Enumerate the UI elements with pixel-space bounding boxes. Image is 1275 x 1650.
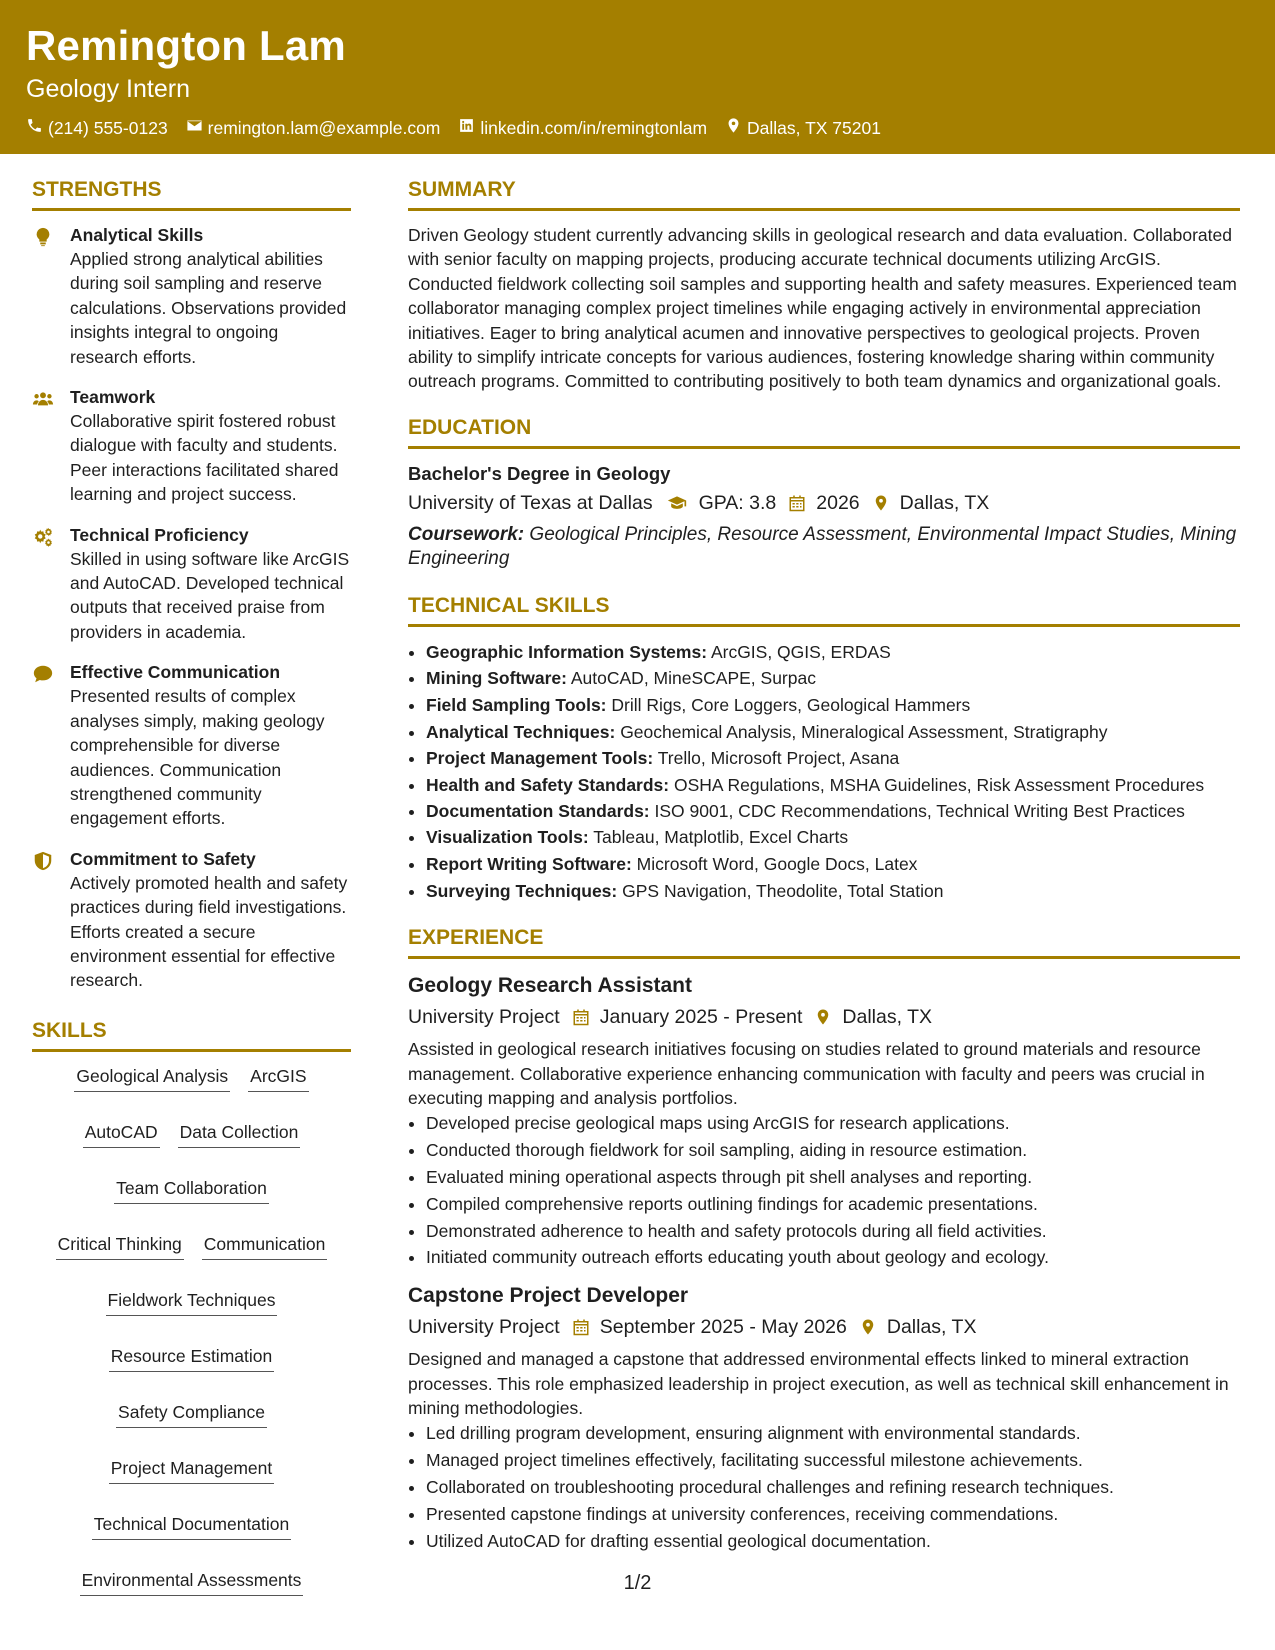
strength-item xyxy=(32,523,351,645)
job-entry xyxy=(408,1281,1240,1554)
job-org: University Project xyxy=(408,1316,560,1339)
contact-phone xyxy=(26,116,168,140)
school-name: University of Texas at Dallas xyxy=(408,491,653,514)
strength-item xyxy=(32,660,351,830)
skills-list xyxy=(32,1064,351,1596)
strength-desc: Skilled in using software like ArcGIS and AutoCAD. Developed technical outputs that received praise from providers in academia. xyxy=(70,548,350,642)
shield-icon xyxy=(32,859,54,876)
left-column xyxy=(32,176,351,1596)
page-number: 1/2 xyxy=(623,1572,652,1594)
linkedin-text[interactable]: linkedin.com/in/remingtonlam xyxy=(480,118,708,138)
job-description: Designed and managed a capstone that addressed environmental effects linked to mineral extraction processes. This role emphasized leadership in project execution, as well as technical skill enhancement in mining methodologies. xyxy=(408,1349,1229,1418)
lightbulb-icon xyxy=(32,235,54,252)
strength-item xyxy=(32,385,351,507)
skill-tag: Fieldwork Techniques xyxy=(106,1288,278,1316)
skill-tag: AutoCAD xyxy=(83,1120,160,1148)
linkedin-icon xyxy=(458,116,475,140)
skill-tag: Safety Compliance xyxy=(116,1400,267,1428)
skill-tag: Project Management xyxy=(109,1456,274,1484)
job-entry xyxy=(408,971,1240,1271)
job-dates: September 2025 - May 2026 xyxy=(599,1316,847,1339)
list-item xyxy=(426,878,1240,905)
summary-text: Driven Geology student currently advancing skills in geological research and data evaluation. Collaborated with senior faculty on mapping projects, producing accurate technical documents utilizing ArcGIS. Conducted fieldwork collecting soil samples and supporting health and safety measures. Experienced team collaborator managing complex project timelines while engaging actively in environmental appreciation initiatives. Eager to bring analytical acumen and innovative perspectives to geological projects. Proven ability to simplify intricate concepts for various audiences, fostering knowledge sharing within community outreach programs. Committed to contributing positively to both team dynamics and organizational goals. xyxy=(408,225,1237,392)
phone-text: (214) 555-0123 xyxy=(48,118,168,138)
job-bullets xyxy=(408,1420,1240,1554)
candidate-name: Remington Lam xyxy=(26,22,346,69)
tech-skill-value: Trello, Microsoft Project, Asana xyxy=(657,748,900,769)
coursework-label: Coursework: xyxy=(408,523,525,545)
tech-skill-label: Project Management Tools: xyxy=(426,748,654,769)
list-item: • Evaluated mining operational aspects through pit shell analyses and reporting. xyxy=(426,1164,1240,1191)
list-item: • Utilized AutoCAD for drafting essential geological documentation. xyxy=(426,1528,1240,1555)
list-item: • Led drilling program development, ensuring alignment with environmental standards. xyxy=(426,1420,1240,1447)
tech-skill-value: Tableau, Matplotlib, Excel Charts xyxy=(593,827,849,848)
strength-desc: Presented results of complex analyses simply, making geology comprehensible for diverse audiences. Communication strengthened community engagement efforts. xyxy=(70,686,325,829)
education-location: Dallas, TX xyxy=(899,491,990,514)
job-meta xyxy=(408,1003,1240,1031)
graduation-cap-icon xyxy=(665,493,689,513)
tech-skill-value: OSHA Regulations, MSHA Guidelines, Risk Assessment Procedures xyxy=(674,774,1205,795)
job-location: Dallas, TX xyxy=(886,1316,977,1339)
list-item xyxy=(426,692,1240,719)
map-pin-icon xyxy=(872,493,890,513)
tech-skill-label: Documentation Standards: xyxy=(426,800,650,821)
strengths-heading: STRENGTHS xyxy=(32,176,351,211)
coursework-list: Geological Principles, Resource Assessment, Environmental Impact Studies, Mining Engineering xyxy=(408,523,1237,570)
skill-tag: Data Collection xyxy=(178,1120,301,1148)
resume-header xyxy=(0,0,1275,154)
cogs-icon xyxy=(32,535,54,552)
list-item xyxy=(426,851,1240,878)
contact-bar xyxy=(26,116,1249,140)
tech-skill-value: GPS Navigation, Theodolite, Total Station xyxy=(622,880,944,901)
list-item xyxy=(426,798,1240,825)
skill-tag: Communication xyxy=(202,1232,328,1260)
degree-title: Bachelor's Degree in Geology xyxy=(408,462,671,484)
skill-tag: Critical Thinking xyxy=(56,1232,184,1260)
right-column xyxy=(408,176,1240,1554)
calendar-icon xyxy=(572,1007,590,1027)
tech-skill-value: ArcGIS, QGIS, ERDAS xyxy=(710,641,891,662)
strength-desc: Collaborative spirit fostered robust dialogue with faculty and students. Peer interactions facilitated shared learning and project success. xyxy=(70,411,339,505)
strength-title: Teamwork xyxy=(70,387,156,408)
tech-skill-value: Geochemical Analysis, Mineralogical Assessment, Stratigraphy xyxy=(620,721,1108,742)
list-item xyxy=(426,772,1240,798)
tech-skill-label: Health and Safety Standards: xyxy=(426,774,670,795)
technical-skills-heading: TECHNICAL SKILLS xyxy=(408,592,1240,627)
candidate-role: Geology Intern xyxy=(26,75,190,103)
list-item: • Managed project timelines effectively, facilitating successful milestone achievements. xyxy=(426,1447,1240,1474)
job-location: Dallas, TX xyxy=(842,1006,933,1029)
summary-heading: SUMMARY xyxy=(408,176,1240,211)
skill-tag: Geological Analysis xyxy=(74,1064,230,1092)
strength-item xyxy=(32,847,351,993)
map-pin-icon xyxy=(814,1007,832,1027)
job-meta xyxy=(408,1313,1240,1341)
list-item: • Collaborated on troubleshooting procedural challenges and refining research techniques. xyxy=(426,1474,1240,1501)
graduation-year: 2026 xyxy=(816,491,860,514)
job-org: University Project xyxy=(408,1006,560,1029)
users-icon xyxy=(32,397,54,414)
tech-skill-label: Mining Software: xyxy=(426,668,567,689)
contact-linkedin[interactable] xyxy=(458,116,707,140)
phone-icon xyxy=(26,116,43,140)
skill-tag: Team Collaboration xyxy=(114,1176,269,1204)
strength-title: Commitment to Safety xyxy=(70,848,256,869)
strength-title: Effective Communication xyxy=(70,662,281,683)
skill-tag: Environmental Assessments xyxy=(80,1568,304,1596)
job-description: Assisted in geological research initiatives focusing on studies related to ground materials and resource management. Collaborative experience enhancing communication with faculty and peers was crucial in executing mapping and analysis portfolios. xyxy=(408,1039,1205,1108)
technical-skills-list xyxy=(408,639,1240,904)
contact-email[interactable] xyxy=(186,116,441,140)
tech-skill-label: Analytical Techniques: xyxy=(426,721,616,742)
contact-location xyxy=(725,116,881,140)
strength-title: Technical Proficiency xyxy=(70,524,249,545)
calendar-icon xyxy=(572,1317,590,1337)
tech-skill-value: Microsoft Word, Google Docs, Latex xyxy=(636,854,918,874)
map-pin-icon xyxy=(859,1317,877,1337)
education-meta xyxy=(408,489,1240,517)
list-item: • Developed precise geological maps using ArcGIS for research applications. xyxy=(426,1110,1240,1137)
location-text: Dallas, TX 75201 xyxy=(747,118,881,138)
skill-tag: Resource Estimation xyxy=(109,1344,274,1372)
list-item xyxy=(426,639,1240,666)
skills-heading: SKILLS xyxy=(32,1017,351,1052)
experience-heading: EXPERIENCE xyxy=(408,924,1240,959)
tech-skill-value: AutoCAD, MineSCAPE, Surpac xyxy=(570,668,816,689)
speech-bubble-icon xyxy=(32,672,54,689)
list-item xyxy=(426,719,1240,746)
strength-title: Analytical Skills xyxy=(70,225,204,245)
list-item: • Presented capstone findings at university conferences, receiving commendations. xyxy=(426,1501,1240,1528)
list-item: • Compiled comprehensive reports outlining findings for academic presentations. xyxy=(426,1191,1240,1218)
tech-skill-label: Field Sampling Tools: xyxy=(426,695,607,716)
list-item xyxy=(426,665,1240,692)
tech-skill-value: Drill Rigs, Core Loggers, Geological Hammers xyxy=(611,695,971,716)
strength-desc: Actively promoted health and safety practices during field investigations. Efforts created a secure environment essential for effective research. xyxy=(70,872,348,991)
map-pin-icon xyxy=(725,116,742,140)
tech-skill-label: Geographic Information Systems: xyxy=(426,641,708,662)
skill-tag: ArcGIS xyxy=(248,1064,308,1092)
strength-item xyxy=(32,223,351,369)
list-item: • Conducted thorough fieldwork for soil sampling, aiding in resource estimation. xyxy=(426,1137,1240,1164)
tech-skill-label: Visualization Tools: xyxy=(426,827,589,848)
list-item xyxy=(426,824,1240,851)
envelope-icon xyxy=(186,116,203,140)
email-text[interactable]: remington.lam@example.com xyxy=(207,118,441,138)
list-item xyxy=(426,745,1240,772)
list-item: • Demonstrated adherence to health and safety protocols during all field activities. xyxy=(426,1218,1240,1245)
tech-skill-label: Surveying Techniques: xyxy=(426,880,618,901)
job-title: Capstone Project Developer xyxy=(408,1284,689,1308)
list-item: • Initiated community outreach efforts educating youth about geology and ecology. xyxy=(426,1244,1240,1271)
job-dates: January 2025 - Present xyxy=(599,1006,803,1029)
education-heading: EDUCATION xyxy=(408,414,1240,449)
job-title: Geology Research Assistant xyxy=(408,974,692,998)
calendar-icon xyxy=(788,493,806,513)
tech-skill-label: Report Writing Software: xyxy=(426,854,632,874)
strength-desc: Applied strong analytical abilities during soil sampling and reserve calculations. Observations provided insights integral to ongoing research efforts. xyxy=(70,249,347,367)
coursework xyxy=(408,523,1240,572)
tech-skill-value: ISO 9001, CDC Recommendations, Technical Writing Best Practices xyxy=(654,800,1185,821)
job-bullets xyxy=(408,1110,1240,1271)
gpa-text: GPA: 3.8 xyxy=(698,491,777,514)
skill-tag: Technical Documentation xyxy=(92,1512,292,1540)
